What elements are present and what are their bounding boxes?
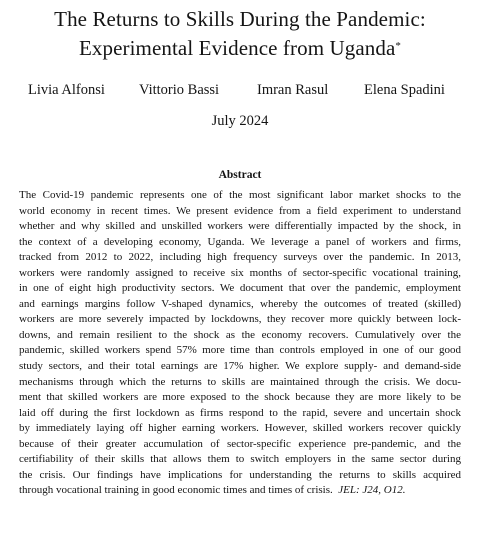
abstract-line: workers are more severely impacted by lockdowns, they recover more quickly between lock- (19, 313, 461, 326)
abstract-heading: Abstract (218, 169, 262, 181)
abstract-line: tracked from 2012 to 2022, including high frequency surveys over the pandemic. In 2013, (19, 251, 461, 264)
abstract-final-sentence: through vocational training in good economic times and times of crisis. (19, 484, 333, 497)
abstract-line: pandemic, skilled workers spend 57% more time than controls employed in one of our good (19, 344, 461, 357)
jel-codes: JEL: J24, O12. (338, 484, 406, 497)
abstract-line: world economy in recent times. We present evidence from a field experiment to understand (19, 204, 461, 217)
abstract-line: study sectors, and their total earnings are 17% higher. We explore supply- and demand-side (19, 360, 461, 373)
author-name: Livia Alfonsi (28, 82, 105, 98)
abstract-line: certifiability of their skills that allows them to switch employers in the same sector during (19, 453, 461, 466)
abstract-line: in one of eight high productivity sectors. We document that over the pandemic, employment (19, 282, 461, 295)
author-name: Vittorio Bassi (139, 82, 220, 98)
publication-date: July 2024 (211, 113, 269, 129)
abstract-line: mechanisms through which the returns to skills are maintained through the crisis. We docu- (19, 375, 461, 388)
title-text-2: Experimental Evidence from Uganda (78, 36, 396, 60)
abstract-line: ment that skilled workers are more exposed to the shock because they are more likely to be (19, 391, 461, 404)
author-name: Imran Rasul (257, 82, 329, 98)
abstract-last-line (19, 483, 461, 499)
abstract-line: and earnings margins follow V-shaped dynamics, whereby the outcomes of treated (skilled) (19, 297, 461, 310)
abstract-line: laid off during the first lockdown as firms respond to the rapid, severe and uncertain shock (19, 406, 461, 419)
abstract-line: workers were randomly assigned to receive six months of sector-specific vocational training, (19, 266, 461, 279)
abstract-line: The Covid-19 pandemic represents one of the most significant labor market shocks to the (19, 189, 461, 201)
abstract-line: whether and why skilled and unskilled workers were differentially impacted by the shock, in (19, 220, 461, 233)
abstract-line: by immediately laying off higher earning workers. However, skilled workers recover quickly (19, 422, 461, 435)
abstract-line: downs, and remain resilient to the shock as the economy recovers. Cumulatively over the (19, 328, 461, 341)
abstract-line: because of their greater accumulation of sector-specific experience pre-pandemic, and the (19, 437, 461, 450)
author-list (0, 80, 480, 100)
abstract-body (19, 188, 461, 499)
paper-title-line-1 (0, 6, 480, 32)
paper-title-line-2 (0, 35, 480, 61)
title-footnote-mark: * (395, 40, 402, 52)
abstract-line: the context of a developing economy, Uganda. We leverage a panel of workers and firms, (19, 235, 461, 248)
title-text-1: The Returns to Skills During the Pandemic: (54, 7, 426, 31)
abstract-line: the crisis. Our findings have implications for understanding the returns to skills acquired (19, 468, 461, 481)
author-name: Elena Spadini (364, 82, 445, 98)
